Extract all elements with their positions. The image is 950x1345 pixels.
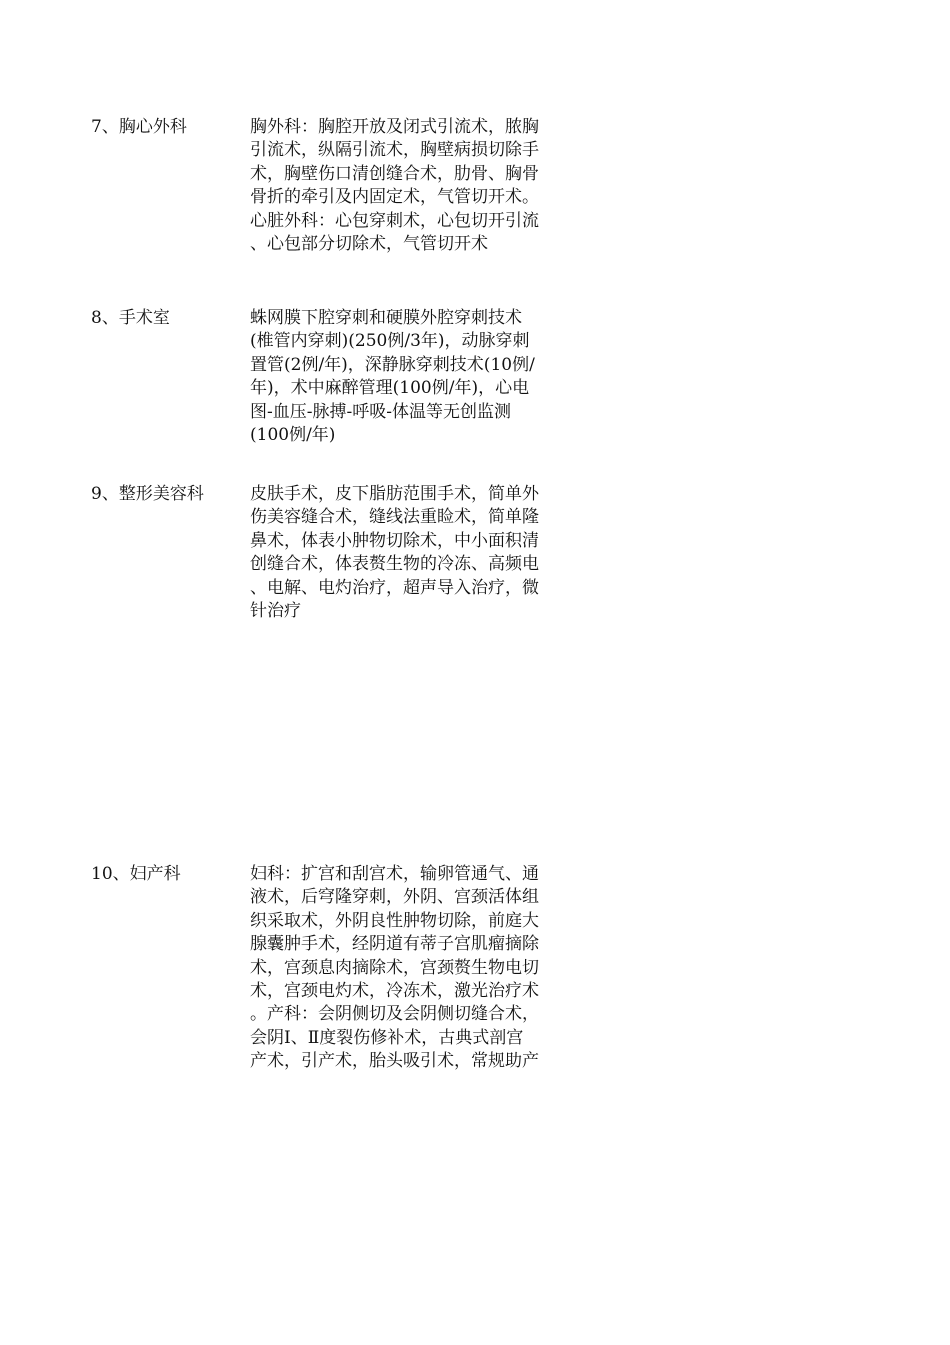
procedure-text-line: 创缝合术，体表赘生物的冷冻、高频电 — [250, 554, 539, 575]
procedure-text-line: 图-血压-脉搏-呼吸-体温等无创监测 — [250, 401, 511, 422]
procedure-text-line: 。产科：会阴侧切及会阴侧切缝合术， — [250, 1004, 539, 1025]
procedure-text-line: 、心包部分切除术，气管切开术 — [250, 234, 488, 255]
procedure-text-line: 织采取术，外阴良性肿物切除，前庭大 — [250, 910, 539, 931]
procedure-text-line: 腺囊肿手术，经阴道有蒂子宫肌瘤摘除 — [250, 934, 539, 955]
procedure-text-line: 鼻术，体表小肿物切除术，中小面积清 — [250, 530, 539, 551]
procedure-text-line: 会阴Ⅰ、Ⅱ度裂伤修补术，古典式剖宫 — [250, 1027, 524, 1048]
procedure-text-line: 蛛网膜下腔穿刺和硬膜外腔穿刺技术 — [250, 308, 522, 328]
procedure-list — [250, 307, 580, 447]
procedure-text-line: 产术，引产术，胎头吸引术，常规助产 — [250, 1051, 539, 1072]
procedure-text-line: 针治疗 — [250, 601, 301, 622]
procedure-text-line: 妇科：扩宫和刮宫术，输卵管通气、通 — [250, 864, 539, 884]
procedure-text-line: 、电解、电灼治疗，超声导入治疗，微 — [250, 577, 539, 598]
department-name: 9、整形美容科 — [91, 484, 204, 504]
department-name: 7、胸心外科 — [91, 117, 187, 137]
procedure-text-line: 术，胸壁伤口清创缝合术，肋骨、胸骨 — [250, 163, 539, 184]
department-name: 8、手术室 — [91, 308, 170, 328]
procedure-text-line: 骨折的牵引及内固定术，气管切开术。 — [250, 187, 539, 208]
procedure-text-line: 伤美容缝合术，缝线法重睑术，简单隆 — [250, 507, 539, 528]
procedure-text-line: 皮肤手术，皮下脂肪范围手术，简单外 — [250, 484, 539, 504]
procedure-text-line: 置管(2例/年)，深静脉穿刺技术(10例/ — [250, 354, 535, 375]
procedure-text-line: 胸外科：胸腔开放及闭式引流术，脓胸 — [250, 117, 539, 137]
procedure-list — [250, 116, 580, 256]
procedure-text-line: 心脏外科：心包穿刺术，心包切开引流 — [250, 210, 539, 231]
department-name: 10、妇产科 — [91, 864, 181, 884]
procedure-list — [250, 483, 580, 623]
procedure-text-line: (100例/年) — [250, 425, 336, 446]
procedure-text-line: 液术，后穹隆穿刺，外阴、宫颈活体组 — [250, 887, 539, 908]
procedure-text-line: 术，宫颈电灼术，冷冻术，激光治疗术 — [250, 981, 539, 1002]
procedure-list — [250, 863, 580, 1074]
procedure-text-line: 术，宫颈息肉摘除术，宫颈赘生物电切 — [250, 957, 539, 978]
procedure-text-line: 年)，术中麻醉管理(100例/年)，心电 — [250, 378, 530, 399]
procedure-text-line: 引流术，纵隔引流术，胸壁病损切除手 — [250, 140, 539, 161]
procedure-text-line: (椎管内穿刺)(250例/3年)，动脉穿刺 — [250, 331, 530, 352]
